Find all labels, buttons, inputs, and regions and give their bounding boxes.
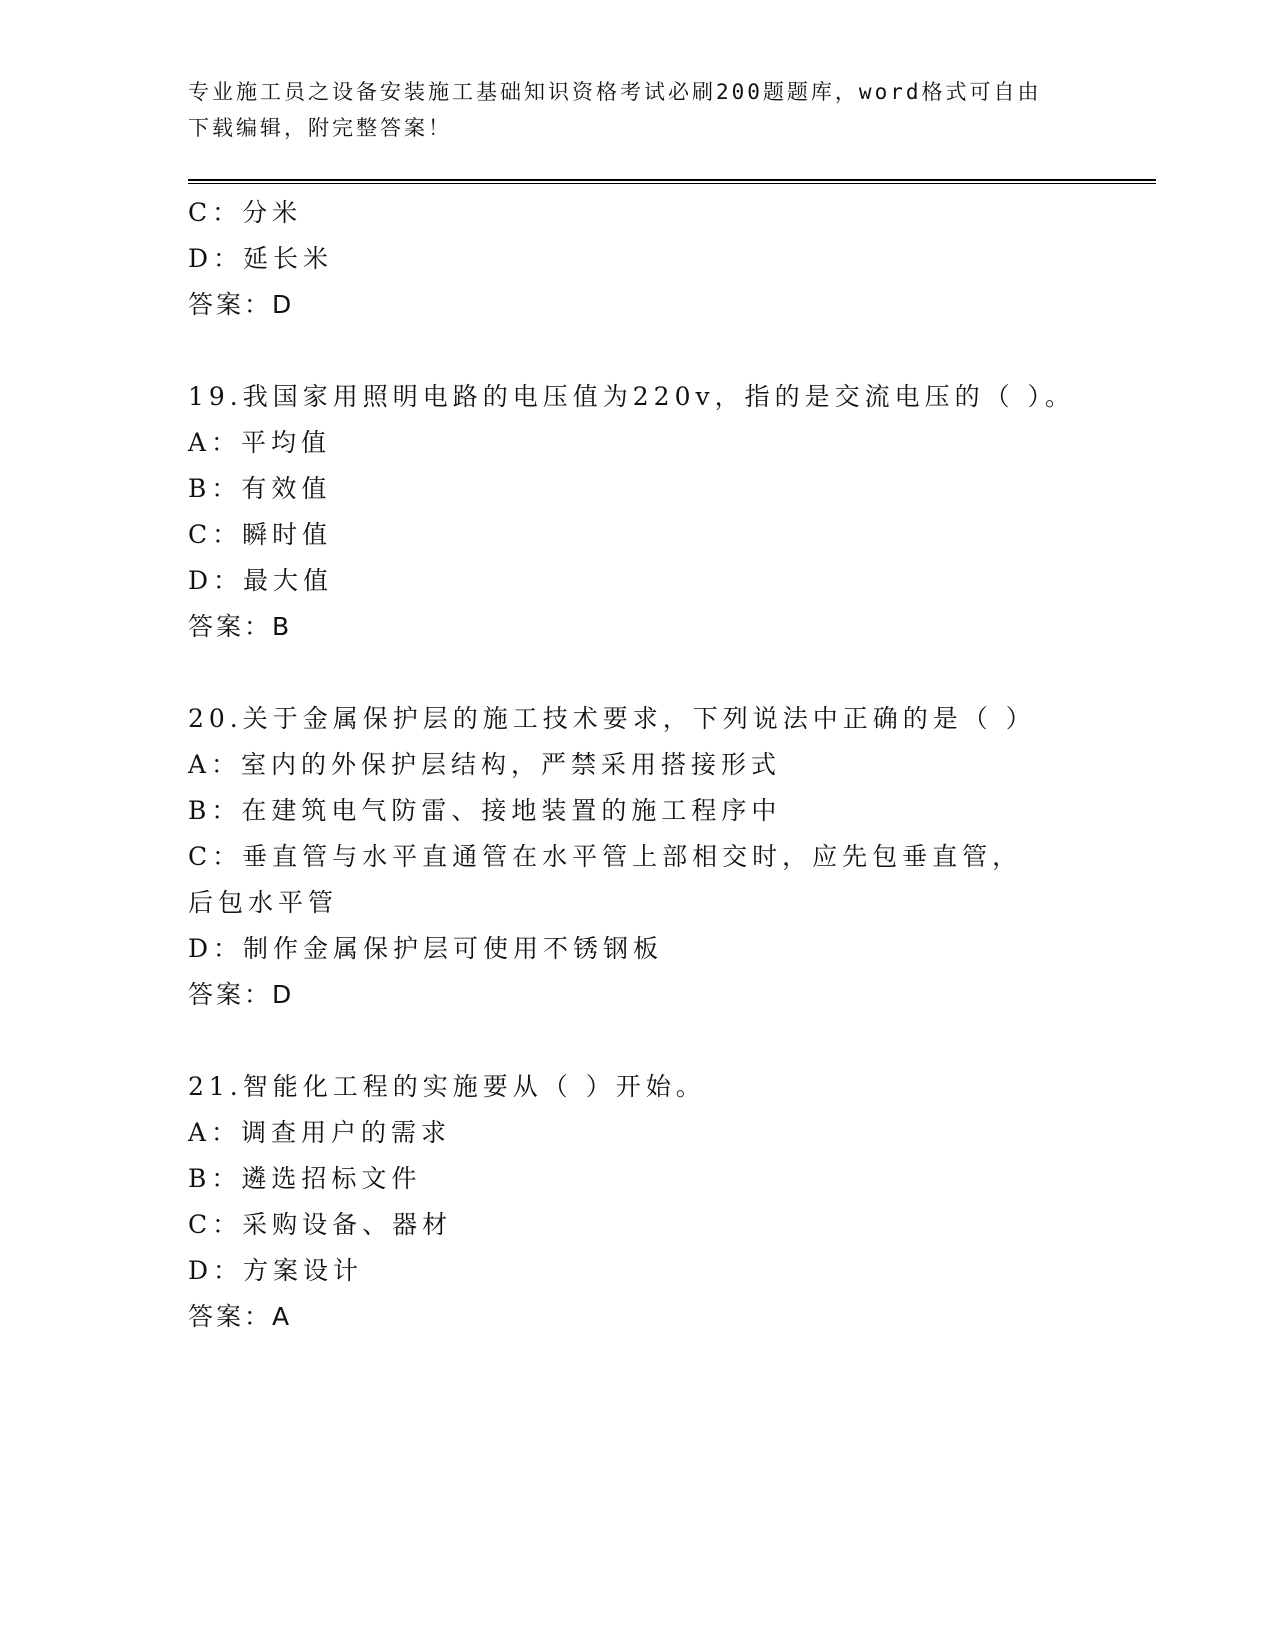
question-18-fragment [188,190,1088,328]
option-d: D：延长米 [188,244,334,273]
question-stem: 21.智能化工程的实施要从（ ）开始。 [188,1072,706,1101]
question-stem: 19.我国家用照明电路的电压值为220v，指的是交流电压的（ ）。 [188,382,1076,411]
spacer [188,1018,1088,1064]
option-b: B：在建筑电气防雷、接地装置的施工程序中 [188,796,782,825]
option-c: C：采购设备、器材 [188,1210,453,1239]
question-21 [188,1064,1088,1340]
option-d: D：方案设计 [188,1256,364,1285]
header-divider [188,179,1156,184]
option-d: D：制作金属保护层可使用不锈钢板 [188,934,664,963]
option-c: C：瞬时值 [188,520,333,549]
header-line-1: 专业施工员之设备安装施工基础知识资格考试必刷200题题库，word格式可自由 [188,80,1042,104]
page-header [188,74,1088,146]
option-c: C：垂直管与水平直通管在水平管上部相交时，应先包垂直管，后包水平管 [188,842,1023,917]
option-a: A：平均值 [188,428,332,457]
option-c: C：分米 [188,198,303,227]
document-body [188,190,1088,1340]
answer: 答案：D [188,290,295,319]
answer: 答案：B [188,612,293,641]
answer: 答案：D [188,980,295,1009]
spacer [188,650,1088,696]
option-b: B：有效值 [188,474,332,503]
option-d: D：最大值 [188,566,334,595]
spacer [188,328,1088,374]
answer: 答案：A [188,1302,293,1331]
option-b: B：遴选招标文件 [188,1164,422,1193]
question-20 [188,696,1088,1018]
option-a: A：调查用户的需求 [188,1118,452,1147]
question-19 [188,374,1088,650]
header-line-2: 下载编辑，附完整答案！ [188,116,452,140]
question-stem: 20.关于金属保护层的施工技术要求，下列说法中正确的是（ ） [188,704,1036,733]
option-a: A：室内的外保护层结构，严禁采用搭接形式 [188,750,782,779]
